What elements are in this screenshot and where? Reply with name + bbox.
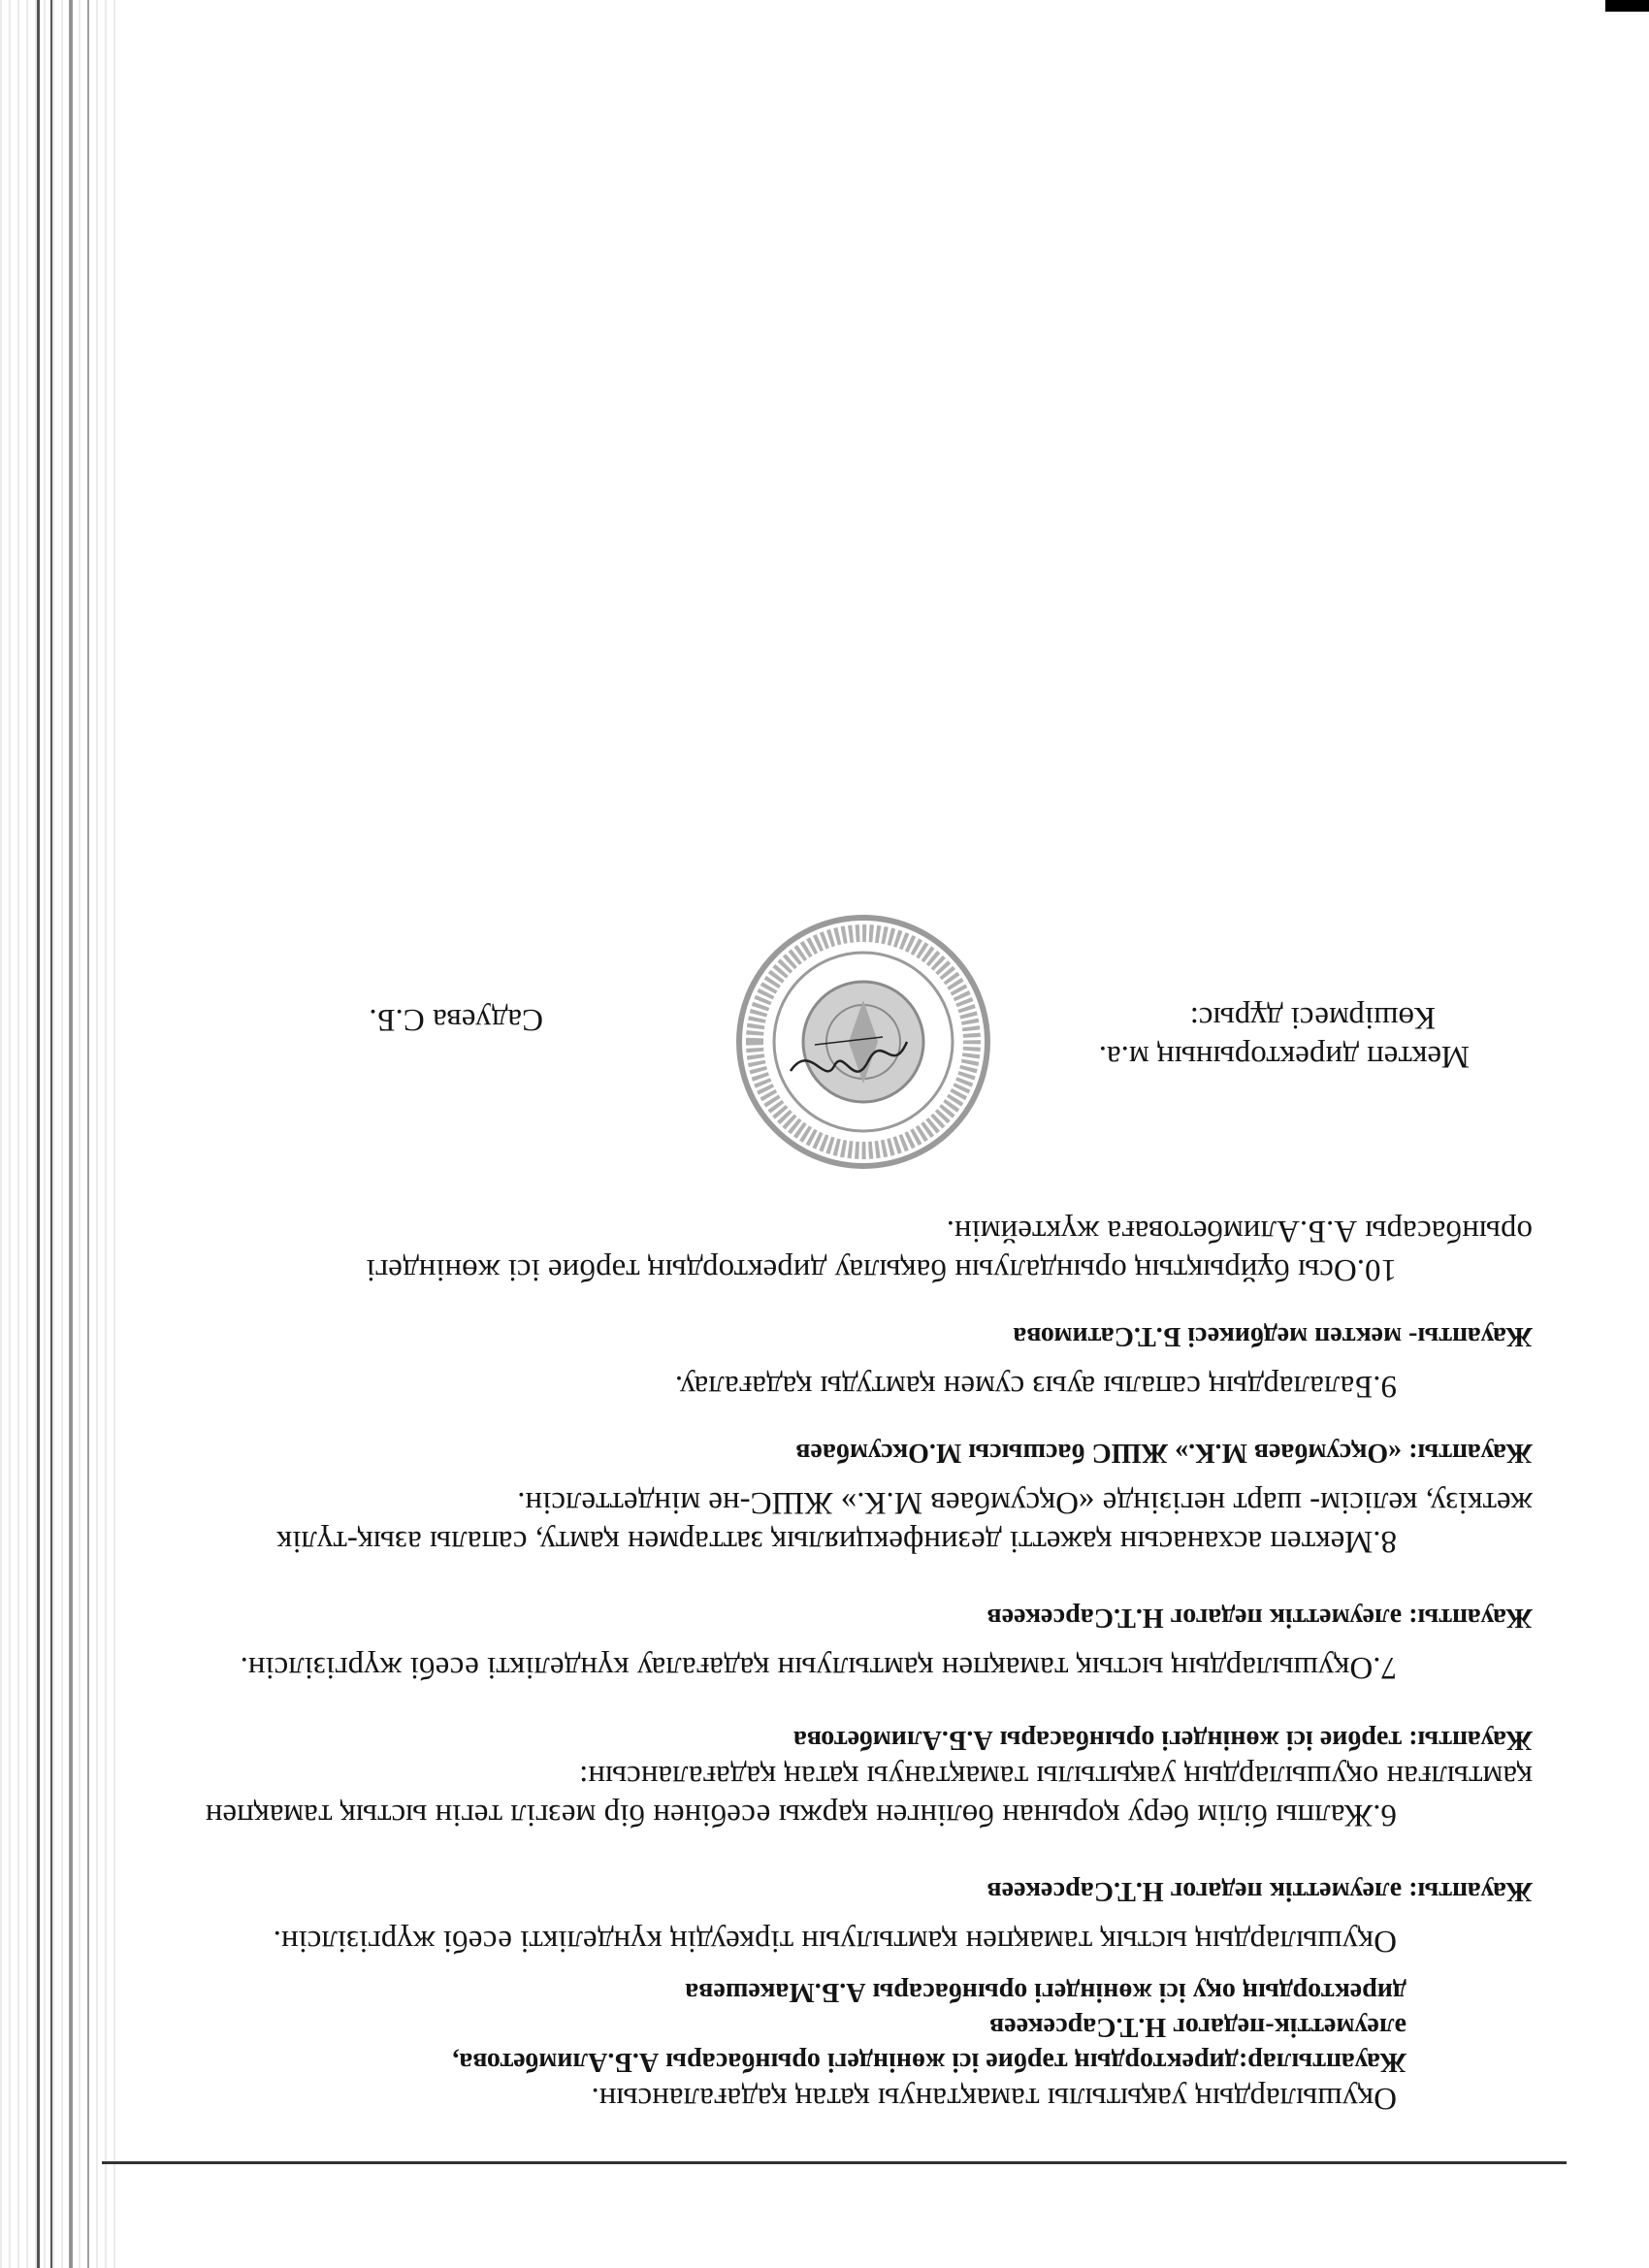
intro-responsible-3: директордың оқу ісі жөніндегі орынбасары А.Б.Макешева	[685, 1977, 1406, 2007]
intro-responsible-2: әлеуметтік-педагог Н.Т.Сарсекеев	[989, 2012, 1406, 2042]
handwritten-signature-icon	[786, 1027, 912, 1085]
item-7-text: 7.Оқушылардың ыстық тамақпен қамтылуын қадағалау күнделікті есебі жүргізілсін.	[240, 1650, 1397, 1685]
intro-responsible-1: Жауаптылар:директордың тәрбие ісі жөніндегі орынбасары А.Б.Алимбетова,	[452, 2047, 1406, 2077]
item-8-responsible: Жауапты: «Оқсумбаев М.К.» ЖШС басшысы М.Оксумбаев	[795, 1438, 1533, 1468]
director-name: Садуева С.Б.	[369, 1002, 543, 1037]
item-6-text: 6.Жалпы білім беру қорынан бөлінген қаржы есебінен бір мезгіл тегін ыстық тамақпен қамтылған оқушылардың уақытылы тамақтануы қатаң қадағалансын:	[205, 1759, 1533, 1832]
item-6-responsible: Жауапты: тәрбие ісі жөніндегі орынбасары А.Б.Алимбетова	[792, 1725, 1533, 1755]
document-body	[194, 921, 1533, 2118]
item-a-text: Оқушылардың ыстық тамақпен қамтылуын тіркеудің күнделікті есебі жүргізілсін.	[273, 1924, 1397, 1959]
item-10-text: 10.Осы бұйрықтың орындалуын бақылау директордың тәрбие ісі жөніндегі орынбасары А.Б.Алимбетоваға жүктеймін.	[366, 1214, 1533, 1287]
intro-text: Оқушылардың уақытылы тамақтануы қатаң қадағалансын.	[591, 2081, 1397, 2116]
intro-responsibles	[194, 1974, 1406, 2079]
item-9-responsible: Жауапты- мектеп медбикесі Б.Т.Сатимова	[1013, 1321, 1533, 1351]
copy-label: Көшірмесі дұрыс:	[1189, 1000, 1436, 1035]
director-label: Мектеп директорының м.а.	[1098, 1039, 1470, 1074]
item-7-responsible: Жауапты: әлеуметтік педагог Н.Т.Сарсекеев	[986, 1603, 1533, 1633]
item-9-text: 9.Балалардың сапалы ауыз сумен қамтуды қадағалау.	[674, 1369, 1397, 1404]
item-a-responsible: Жауапты: әлеуметтік педагог Н.Т.Сарсекеев	[986, 1876, 1533, 1906]
item-8-text: 8.Мектеп асханасын қажетті дезинфекциялық заттармен қамту, сапалы азық-түлік жеткізу, келісім- шарт негізінде «Оқсумбаев М.К.» ЖШС-не міндеттелсін.	[276, 1485, 1533, 1559]
signature-labels	[1099, 998, 1470, 1076]
signature-block	[194, 921, 1533, 1173]
